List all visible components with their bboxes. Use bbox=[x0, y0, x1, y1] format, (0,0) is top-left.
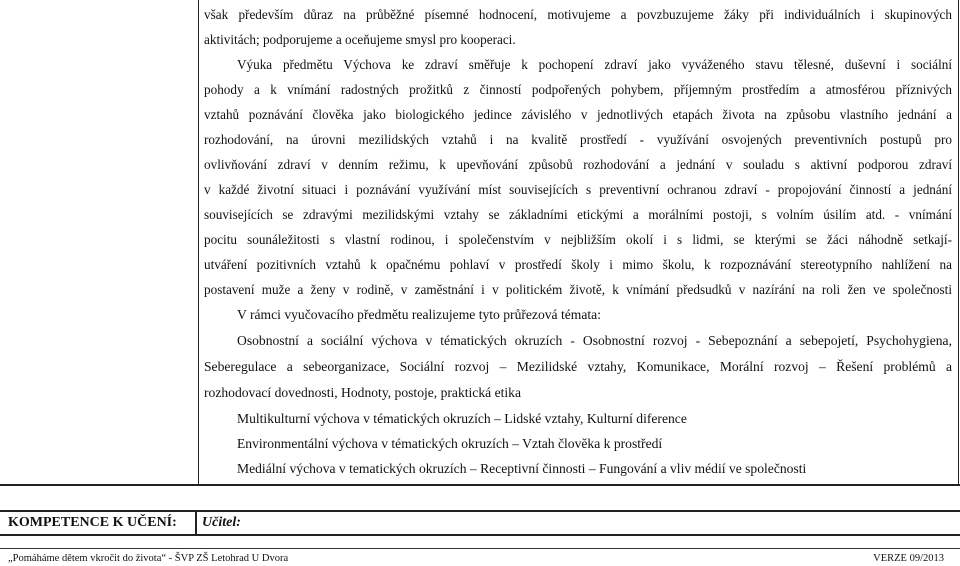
footer-version: VERZE 09/2013 bbox=[873, 553, 944, 564]
body-line: Výuka předmětu Výchova ke zdraví směřuje k pochopení zdraví jako vyváženého stavu tělesné, duševní i sociální bbox=[237, 57, 952, 72]
body-line: vztahů poznávání člověka jako biologického jedince závislého v jednotlivých etapách života na způsobu vlastního jednání a bbox=[204, 107, 952, 122]
footer-rule bbox=[0, 548, 960, 549]
multikulturni-line: Multikulturní výchova v tématických okruzích – Lidské vztahy, Kulturní diference bbox=[237, 411, 687, 426]
body-line: však především důraz na průběžné písemné hodnocení, motivujeme a povzbuzujeme žáky při individuálních i skupinových bbox=[204, 7, 952, 22]
body-line: postavení muže a ženy v rodině, v zaměstnání i v politickém životě, k vnímání předsudků v nazírání na roli žen ve společnosti bbox=[204, 282, 952, 297]
body-line: v každé životní situaci i poznávání využívání míst souvisejících s preventivní ochranou zdraví - propojování činností a jednání bbox=[204, 182, 952, 197]
footer-school: „Pomáháme dětem vkročit do života“ - ŠVP ZŠ Letohrad U Dvora bbox=[8, 553, 289, 564]
kompetence-divider bbox=[195, 510, 197, 536]
frame-bottom-rule bbox=[0, 484, 960, 486]
osobnostni-line: Osobnostní a sociální výchova v tématických okruzích - Osobnostní rozvoj - Sebepoznání a sebepojetí, Psychohygiena, bbox=[237, 333, 952, 348]
environmentalni-line: Environmentální výchova v tématických okruzích – Vztah člověka k prostředí bbox=[237, 436, 663, 451]
body-line: pohody a k vnímání radostných prožitků z činností podpořených pohybem, příjemným prostředím a atmosférou příznivých bbox=[204, 82, 952, 97]
medialni-line: Mediální výchova v tematických okruzích – Receptivní činnosti – Fungování a vliv médií ve společnosti bbox=[237, 461, 807, 476]
body-line: utváření pozitivních vztahů k opačnému pohlaví v prostředí školy i mimo školu, k rozpoznávání stereotypního nahlížení na bbox=[204, 257, 952, 272]
body-line: pocitu sounáležitosti s vlastní rodinou, i společenstvím v nejbližším okolí i s lidmi, se kterými se žáci náhodně setkají- bbox=[204, 232, 952, 247]
body-line: aktivitách; podporujeme a oceňujeme smysl pro kooperaci. bbox=[204, 32, 516, 47]
body-line: rozhodování, na úrovni mezilidských vztahů i na kvalitě prostředí - využívání osvojených preventivních postupů pro bbox=[204, 132, 952, 147]
body-line: ovlivňování zdraví v denním režimu, k upevňování způsobů rozhodování a jednání v souladu s aktivní podporou zdraví bbox=[204, 157, 952, 172]
kompetence-label: KOMPETENCE K UČENÍ: bbox=[8, 515, 177, 530]
osobnostni-line: Seberegulace a sebeorganizace, Sociální rozvoj – Mezilidské vztahy, Komunikace, Morální rozvoj – Řešení problémů a bbox=[204, 359, 952, 374]
body-line: souvisejících se zdravými mezilidskými vztahy se základními etickými a morálními postoji, s volním úsilím atd. - vnímání bbox=[204, 207, 952, 222]
themes-intro: V rámci vyučovacího předmětu realizujeme tyto průřezová témata: bbox=[237, 307, 601, 322]
ucitel-label: Učitel: bbox=[202, 515, 241, 530]
osobnostni-line: rozhodovací dovednosti, Hodnoty, postoje, praktická etika bbox=[204, 385, 521, 400]
